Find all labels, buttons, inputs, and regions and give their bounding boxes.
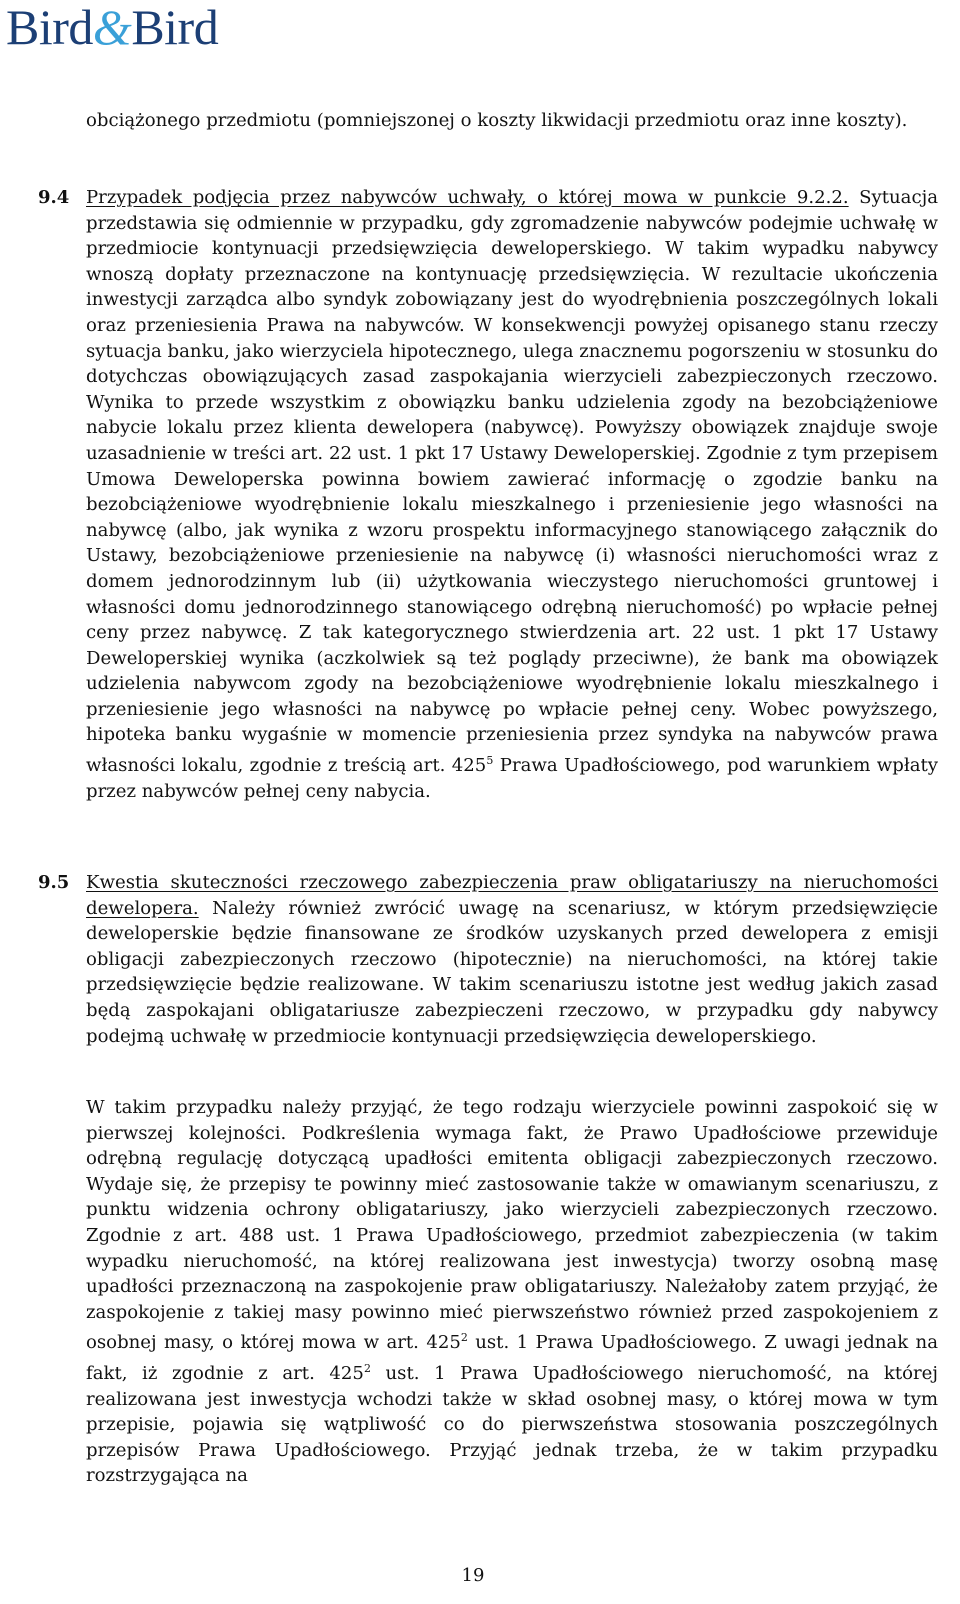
section-body: Należy również zwrócić uwagę na scenariusz, w którym przedsięwzięcie deweloperskie będzie finansowane ze środków uzyskanych przed dewelopera z emisji obligacji zabezpieczonych rzeczowo (hipotecznie) na nieruchomości, na której takie przedsięwzięcie będzie realizowane. W takim scenariuszu istotne jest według jakich zasad będą zaspokajani obligatariusze zabezpieczeni rzeczowo, w przypadku gdy nabywcy podejmą uchwałę w przedmiocie kontynuacji przedsięwzięcia deweloperskiego.: [86, 897, 938, 1047]
section-body-end: Prawa Upadłościowego, pod warunkiem wpłaty przez nabywców pełnej ceny nabycia.: [86, 755, 939, 802]
section-number: 9.4: [38, 187, 70, 208]
section-number: 9.5: [38, 872, 70, 893]
logo-ampersand: &: [92, 0, 132, 55]
page-number: 19: [461, 1565, 485, 1586]
section-paragraph: [86, 870, 938, 1049]
section-paragraph-2: [86, 1095, 938, 1489]
logo-word-right: Bird: [131, 0, 219, 55]
section-body: Sytuacja przedstawia się odmiennie w przypadku, gdy zgromadzenie nabywców podejmie uchwałę w przedmiocie kontynuacji przedsięwzięcia deweloperskiego. W takim wypadku nabywcy wnoszą dopłaty przeznaczone na kontynuację przedsięwzięcia. W rezultacie ukończenia inwestycji zarządca albo syndyk zobowiązany jest do wyodrębnienia poszczególnych lokali oraz przeniesienia Prawa na nabywców. W konsekwencji powyżej opisanego stanu rzeczy sytuacja banku, jako wierzyciela hipotecznego, ulega znacznemu pogorszeniu w stosunku do dotychczas obowiązujących zasad zaspokajania wierzycieli zabezpieczonych rzeczowo. Wynika to przede wszystkim z obowiązku banku udzielenia zgody na bezobciążeniowe nabycie lokalu przez klienta dewelopera (nabywcę). Powyższy obowiązek znajduje swoje uzasadnienie w treści art. 22 ust. 1 pkt 17 Ustawy Deweloperskiej. Zgodnie z tym przepisem Umowa Deweloperska powinna bowiem zawierać informację o zgodzie banku na bezobciążeniowe wyodrębnienie lokalu mieszkalnego i przeniesienie jego własności na nabywcę (albo, jak wynika z wzoru prospektu informacyjnego stanowiącego załącznik do Ustawy, bezobciążeniowe przeniesienie na nabywcę (i) własności nieruchomości wraz z domem jednorodzinnym lub (ii) użytkowania wieczystego nieruchomości gruntowej i własności domu jednorodzinnego stanowiącego odrębną nieruchomość) po wpłacie pełnej ceny przez nabywcę. Z tak kategorycznego stwierdzenia art. 22 ust. 1 pkt 17 Ustawy Deweloperskiej wynika (aczkolwiek są też poglądy przeciwne), że bank ma obowiązek udzielenia nabywcom zgody na bezobciążeniowe wyodrębnienie lokalu mieszkalnego i przeniesienie jego własności na nabywcę po wpłacie pełnej ceny. Wobec powyższego, hipoteka banku wygaśnie w momencie przeniesienia przez syndyka na nabywców prawa własności lokalu, zgodnie z treścią art. 425: [86, 187, 938, 777]
superscript: 2: [460, 1331, 468, 1345]
section-paragraph: [86, 185, 938, 804]
para-part-b: ust. 1 Prawa Upadłościowego. Z uwagi jednak na fakt, iż zgodnie z art. 425: [86, 1332, 939, 1384]
bird-and-bird-logo: [6, 0, 219, 55]
superscript: 2: [363, 1361, 371, 1375]
logo-word-left: Bird: [6, 0, 93, 55]
para-part-c: ust. 1 Prawa Upadłościowego nieruchomość, na której realizowana jest inwestycja wchodzi także w skład osobnej masy, o której mowa w tym przepisie, pojawia się wątpliwość co do pierwszeństwa stosowania poszczególnych przepisów Prawa Upadłościowego. Przyjąć jednak trzeba, że w takim przypadku rozstrzygająca na: [86, 1363, 938, 1487]
continuation-paragraph: obciążonego przedmiotu (pomniejszonej o koszty likwidacji przedmiotu oraz inne koszty).: [86, 110, 908, 131]
section-heading: Kwestia skuteczności rzeczowego zabezpieczenia praw obligatariuszy na nieruchomości dewelopera.: [86, 872, 938, 919]
section-heading: Przypadek podjęcia przez nabywców uchwały, o której mowa w punkcie 9.2.2.: [86, 187, 849, 208]
superscript: 5: [486, 754, 494, 768]
para-part-a: W takim przypadku należy przyjąć, że tego rodzaju wierzyciele powinni zaspokoić się w pierwszej kolejności. Podkreślenia wymaga fakt, że Prawo Upadłościowe przewiduje odrębną regulację dotyczącą upadłości emitenta obligacji zabezpieczonych rzeczowo. Wydaje się, że przepisy te powinny mieć zastosowanie także w omawianym scenariuszu, z punktu widzenia ochrony obligatariuszy, jako wierzycieli zabezpieczonych rzeczowo. Zgodnie z art. 488 ust. 1 Prawa Upadłościowego, przedmiot zabezpieczenia (w takim wypadku nieruchomość, na której realizowana jest inwestycja) tworzy osobną masę upadłości przeznaczoną na zaspokojenie praw obligatariuszy. Należałoby zatem przyjąć, że zaspokojenie z takiej masy powinno mieć pierwszeństwo również przed zaspokojeniem z osobnej masy, o której mowa w art. 425: [86, 1097, 938, 1354]
